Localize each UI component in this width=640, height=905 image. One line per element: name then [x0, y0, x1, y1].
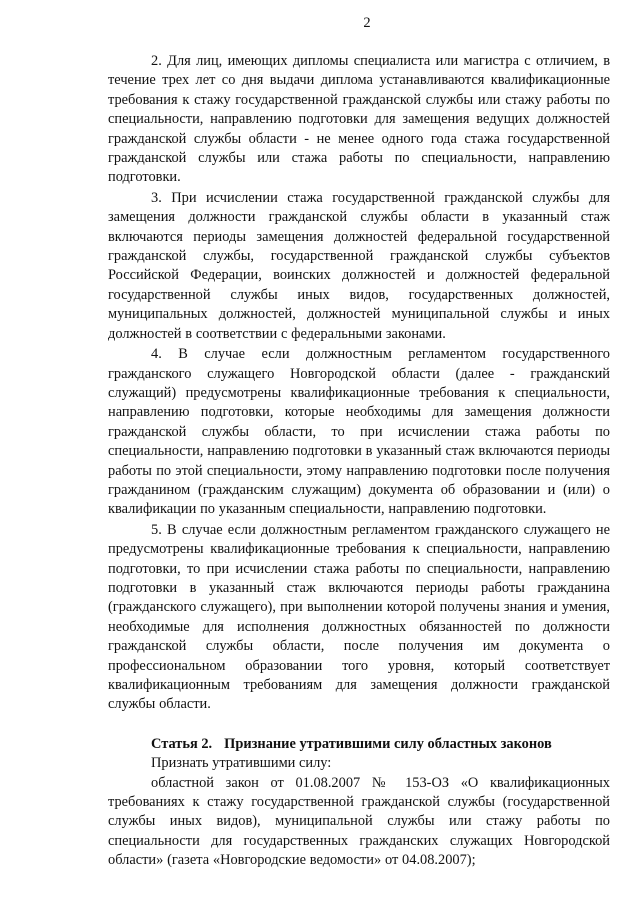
article-2-heading — [108, 735, 610, 754]
article-2-title: Признание утратившими силу областных законов — [224, 735, 552, 752]
article-2-number: Статья 2. — [151, 735, 213, 752]
paragraph-3: 3. При исчислении стажа государственной гражданской службы для замещения должности гражданской службы области в указанный стаж включаются периоды замещения должностей федеральной государственной гражданской службы, государственной гражданской службы субъектов Российской Федерации, воинских должностей и должностей федеральной государственной службы иных видов, государственных должностей, муниципальных должностей, должностей муниципальной службы и иных должностей в соответствии с федеральными законами. — [108, 189, 610, 342]
paragraph-5: 5. В случае если должностным регламентом гражданского служащего не предусмотрены квалификационные требования к специальности, направлению подготовки, то при исчислении стажа работы по специальности, направлению подготовки в указанный стаж включаются периоды работы гражданина (гражданского служащего), при выполнении которой получены знания и умения, необходимые для исполнения должностных обязанностей по должности гражданской службы области, после получения им документа о профессиональном образовании того уровня, который соответствует квалификационным требованиям для замещения должности гражданской службы области. — [108, 521, 610, 713]
paragraph-4: 4. В случае если должностным регламентом государственного гражданского служащего Новгородской области (далее - гражданский служащий) предусмотрены квалификационные требования к специальности, направлению подготовки, которые необходимы для замещения должности гражданской службы области, то при исчислении стажа работы по специальности, направлению подготовки в указанный стаж включаются периоды работы по этой специальности, этому направлению подготовки после получения гражданином (гражданским служащим) документа об образовании и (или) о квалификации по указанным специальности, направлению подготовки. — [108, 346, 610, 518]
article-2-item-1: областной закон от 01.08.2007 № 153-ОЗ «О квалификационных требованиях к стажу государственной гражданской службы (государственной службы иных видов), муниципальной службы или стажу работы по специальности для государственных гражданских служащих Новгородской области» (газета «Новгородские ведомости» от 04.08.2007); — [108, 774, 610, 869]
article-2-intro: Признать утратившими силу: — [151, 755, 332, 772]
page-number: 2 — [363, 15, 371, 31]
paragraph-2: 2. Для лиц, имеющих дипломы специалиста или магистра с отличием, в течение трех лет со дня выдачи диплома устанавливаются квалификационные требования к стажу государственной гражданской службы или стажу работы по специальности, направлению подготовки для замещения ведущих должностей гражданской службы области - не менее одного года стажа государственной гражданской службы или стажа работы по специальности, направлению подготовки. — [108, 53, 610, 186]
